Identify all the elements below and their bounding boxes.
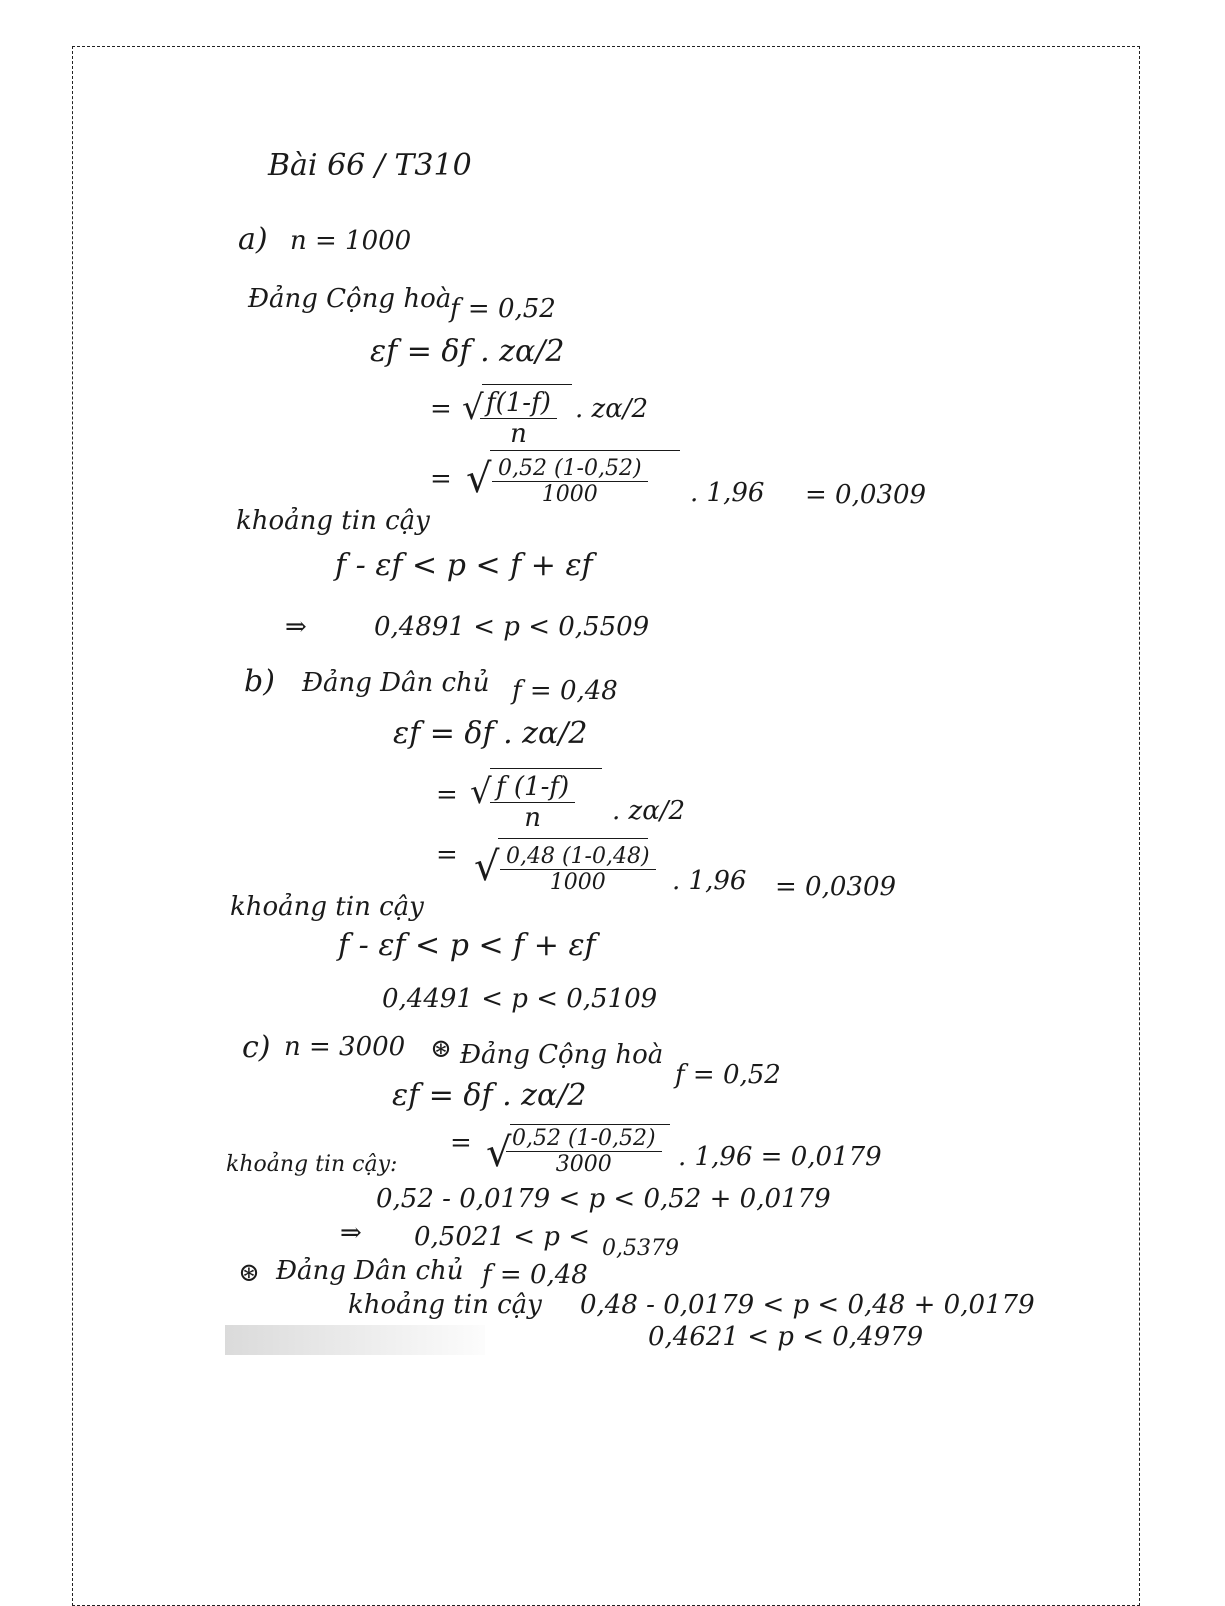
part-c-label: c) <box>242 1030 271 1065</box>
part-b-label: b) <box>244 664 275 699</box>
part-a-arrow: ⇒ <box>285 612 307 642</box>
part-a-formula-den: n <box>510 419 527 449</box>
page-border <box>72 46 1140 1606</box>
part-c-eq1: = <box>450 1128 472 1158</box>
part-b-eq2: = <box>436 840 458 870</box>
part-c-ci-line2: 0,48 - 0,0179 < p < 0,48 + 0,0179 <box>580 1290 1035 1320</box>
scan-shadow <box>225 1325 485 1355</box>
part-a-ci-formula: f - εf < p < f + εf <box>335 548 593 583</box>
part-c-calc-frac <box>506 1126 662 1177</box>
part-b-calc-frac <box>500 844 656 895</box>
part-a-ci-label: khoảng tin cậy <box>236 506 430 536</box>
part-b-party: Đảng Dân chủ <box>302 668 490 698</box>
part-c-arrow: ⇒ <box>340 1218 362 1248</box>
part-c-ci-result-right: 0,5379 <box>602 1236 679 1261</box>
part-c-ci-result-left: 0,5021 < p < <box>414 1222 590 1252</box>
part-a-calc-frac <box>492 456 648 507</box>
part-b-formula-num: f (1-f) <box>490 772 575 803</box>
part-b-calc-num: 0,48 (1-0,48) <box>500 844 656 870</box>
part-c-calc-mult: . 1,96 = 0,0179 <box>678 1142 882 1172</box>
part-a-result: = 0,0309 <box>805 480 927 510</box>
part-c-ci-label: khoảng tin cậy: <box>226 1152 398 1177</box>
part-b-ci-formula: f - εf < p < f + εf <box>338 928 596 963</box>
part-a-calc-mult: . 1,96 <box>690 478 765 508</box>
part-b-formula-frac <box>490 772 575 833</box>
part-b-eps: εf = δf . zα/2 <box>393 716 588 751</box>
part-b-ci-result: 0,4491 < p < 0,5109 <box>382 984 658 1014</box>
part-a-f: f = 0,52 <box>450 294 556 324</box>
part-b-calc-mult: . 1,96 <box>672 866 747 896</box>
part-a-eq2: = <box>430 464 452 494</box>
part-c-n: n = 3000 <box>284 1032 406 1062</box>
part-c-bullet-icon: ⊛ <box>430 1034 452 1064</box>
part-a-eq1: = <box>430 394 452 424</box>
part-c-bullet2-icon: ⊛ <box>238 1258 260 1288</box>
part-b-eq1: = <box>436 780 458 810</box>
part-c-f2: f = 0,48 <box>482 1260 588 1290</box>
part-c-ci-line1: 0,52 - 0,0179 < p < 0,52 + 0,0179 <box>376 1184 831 1214</box>
problem-title: Bài 66 / T310 <box>268 148 472 183</box>
part-c-f: f = 0,52 <box>675 1060 781 1090</box>
part-a-n: n = 1000 <box>290 226 412 256</box>
part-c-ci-result2: 0,4621 < p < 0,4979 <box>648 1322 924 1352</box>
part-c-calc-num: 0,52 (1-0,52) <box>506 1126 662 1152</box>
part-c-calc-den: 3000 <box>555 1152 612 1177</box>
part-a-formula-num: f(1-f) <box>480 388 557 419</box>
part-c-party2: Đảng Dân chủ <box>276 1256 464 1286</box>
part-b-calc-den: 1000 <box>549 870 606 895</box>
part-b-f: f = 0,48 <box>512 676 618 706</box>
part-c-ci-label2: khoảng tin cậy <box>348 1290 542 1320</box>
part-c-party: Đảng Cộng hoà <box>460 1040 664 1070</box>
part-b-formula-den: n <box>524 803 541 833</box>
part-b-result: = 0,0309 <box>775 872 897 902</box>
part-a-formula-frac <box>480 388 557 449</box>
part-a-calc-num: 0,52 (1-0,52) <box>492 456 648 482</box>
part-a-formula-z: . zα/2 <box>575 394 649 424</box>
part-a-party: Đảng Cộng hoà <box>248 284 452 314</box>
part-a-label: a) <box>238 222 268 257</box>
part-a-ci-result: 0,4891 < p < 0,5509 <box>374 612 650 642</box>
part-a-eps: εf = δf . zα/2 <box>370 334 565 369</box>
part-a-calc-den: 1000 <box>541 482 598 507</box>
part-b-formula-z: . zα/2 <box>612 796 686 826</box>
part-b-ci-label: khoảng tin cậy <box>230 892 424 922</box>
part-c-eps: εf = δf . zα/2 <box>392 1078 587 1113</box>
